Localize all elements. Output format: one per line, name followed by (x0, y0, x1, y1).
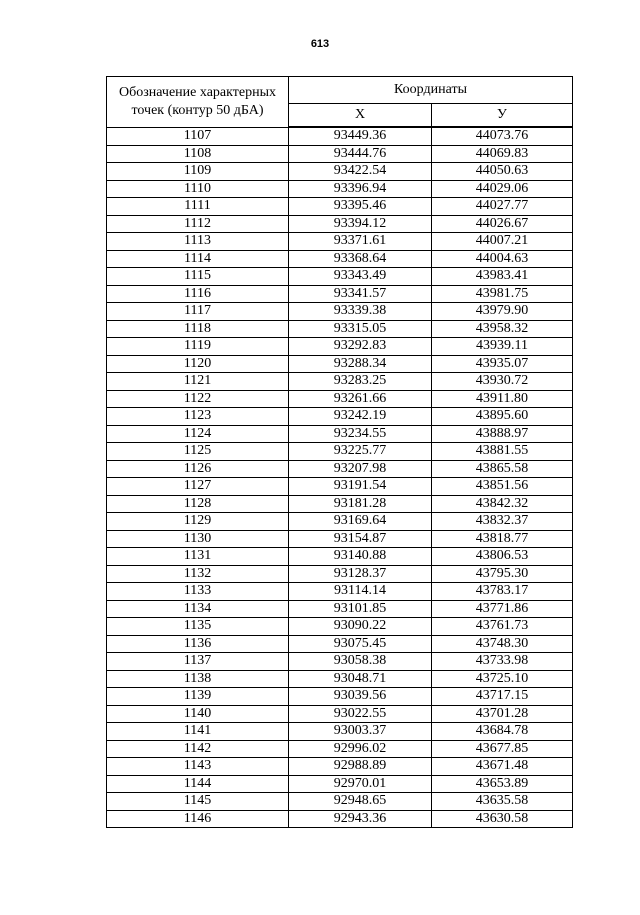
point-cell: 1140 (107, 705, 289, 723)
point-cell: 1112 (107, 215, 289, 233)
point-cell: 1143 (107, 758, 289, 776)
y-cell: 43865.58 (432, 460, 573, 478)
table-row (107, 740, 573, 758)
y-cell: 43725.10 (432, 670, 573, 688)
x-cell: 93039.56 (289, 688, 432, 706)
y-cell: 43671.48 (432, 758, 573, 776)
table-row (107, 478, 573, 496)
point-cell: 1113 (107, 233, 289, 251)
x-cell: 93101.85 (289, 600, 432, 618)
x-cell: 93343.49 (289, 268, 432, 286)
table-row (107, 215, 573, 233)
point-cell: 1144 (107, 775, 289, 793)
x-cell: 92970.01 (289, 775, 432, 793)
y-cell: 43935.07 (432, 355, 573, 373)
point-cell: 1141 (107, 723, 289, 741)
x-cell: 93181.28 (289, 495, 432, 513)
y-cell: 43771.86 (432, 600, 573, 618)
x-cell: 93003.37 (289, 723, 432, 741)
point-cell: 1109 (107, 163, 289, 181)
point-cell: 1114 (107, 250, 289, 268)
x-cell: 93368.64 (289, 250, 432, 268)
x-cell: 93395.46 (289, 198, 432, 216)
x-cell: 93422.54 (289, 163, 432, 181)
y-cell: 43630.58 (432, 810, 573, 828)
y-cell: 43795.30 (432, 565, 573, 583)
x-cell: 93022.55 (289, 705, 432, 723)
y-cell: 43911.80 (432, 390, 573, 408)
x-cell: 92996.02 (289, 740, 432, 758)
table-row (107, 793, 573, 811)
table-row (107, 618, 573, 636)
header-x: X (289, 104, 432, 128)
y-cell: 44029.06 (432, 180, 573, 198)
y-cell: 43981.75 (432, 285, 573, 303)
table-row (107, 600, 573, 618)
table-row (107, 198, 573, 216)
point-cell: 1128 (107, 495, 289, 513)
point-cell: 1125 (107, 443, 289, 461)
point-cell: 1119 (107, 338, 289, 356)
table-row (107, 163, 573, 181)
point-cell: 1134 (107, 600, 289, 618)
x-cell: 92988.89 (289, 758, 432, 776)
x-cell: 93090.22 (289, 618, 432, 636)
x-cell: 92943.36 (289, 810, 432, 828)
point-cell: 1115 (107, 268, 289, 286)
table-row (107, 338, 573, 356)
x-cell: 93154.87 (289, 530, 432, 548)
point-cell: 1135 (107, 618, 289, 636)
table-row (107, 635, 573, 653)
table-row (107, 390, 573, 408)
x-cell: 92948.65 (289, 793, 432, 811)
y-cell: 44026.67 (432, 215, 573, 233)
y-cell: 43888.97 (432, 425, 573, 443)
table-row (107, 810, 573, 828)
table-row (107, 775, 573, 793)
table-row (107, 548, 573, 566)
x-cell: 93292.83 (289, 338, 432, 356)
table-row (107, 670, 573, 688)
y-cell: 43842.32 (432, 495, 573, 513)
y-cell: 43783.17 (432, 583, 573, 601)
y-cell: 43818.77 (432, 530, 573, 548)
y-cell: 43635.58 (432, 793, 573, 811)
y-cell: 44073.76 (432, 127, 573, 145)
y-cell: 43851.56 (432, 478, 573, 496)
table-row (107, 145, 573, 163)
point-cell: 1120 (107, 355, 289, 373)
table-row (107, 303, 573, 321)
y-cell: 43958.32 (432, 320, 573, 338)
x-cell: 93140.88 (289, 548, 432, 566)
x-cell: 93283.25 (289, 373, 432, 391)
y-cell: 44007.21 (432, 233, 573, 251)
table-row (107, 250, 573, 268)
table-row (107, 443, 573, 461)
x-cell: 93371.61 (289, 233, 432, 251)
point-cell: 1107 (107, 127, 289, 145)
y-cell: 43895.60 (432, 408, 573, 426)
table-row (107, 425, 573, 443)
point-cell: 1122 (107, 390, 289, 408)
point-cell: 1126 (107, 460, 289, 478)
table-row (107, 530, 573, 548)
y-cell: 43881.55 (432, 443, 573, 461)
table-row (107, 565, 573, 583)
table-row (107, 320, 573, 338)
y-cell: 44050.63 (432, 163, 573, 181)
x-cell: 93058.38 (289, 653, 432, 671)
x-cell: 93315.05 (289, 320, 432, 338)
point-cell: 1133 (107, 583, 289, 601)
x-cell: 93234.55 (289, 425, 432, 443)
y-cell: 43748.30 (432, 635, 573, 653)
y-cell: 43761.73 (432, 618, 573, 636)
point-cell: 1146 (107, 810, 289, 828)
point-cell: 1145 (107, 793, 289, 811)
table-row (107, 705, 573, 723)
point-cell: 1110 (107, 180, 289, 198)
table-row (107, 355, 573, 373)
point-cell: 1131 (107, 548, 289, 566)
y-cell: 44004.63 (432, 250, 573, 268)
x-cell: 93242.19 (289, 408, 432, 426)
y-cell: 43733.98 (432, 653, 573, 671)
table-row (107, 513, 573, 531)
x-cell: 93075.45 (289, 635, 432, 653)
header-point-designation: Обозначение характерных точек (контур 50 дБА) (107, 77, 289, 128)
x-cell: 93444.76 (289, 145, 432, 163)
table-row (107, 758, 573, 776)
point-cell: 1136 (107, 635, 289, 653)
x-cell: 93394.12 (289, 215, 432, 233)
table-row (107, 495, 573, 513)
table-row (107, 408, 573, 426)
x-cell: 93339.38 (289, 303, 432, 321)
coordinates-table (106, 76, 573, 828)
point-cell: 1111 (107, 198, 289, 216)
table-row (107, 583, 573, 601)
x-cell: 93341.57 (289, 285, 432, 303)
point-cell: 1130 (107, 530, 289, 548)
x-cell: 93261.66 (289, 390, 432, 408)
header-y: У (432, 104, 573, 128)
page-number: 613 (310, 38, 330, 50)
table-row (107, 180, 573, 198)
table-body (107, 127, 573, 828)
x-cell: 93191.54 (289, 478, 432, 496)
x-cell: 93225.77 (289, 443, 432, 461)
table-row (107, 460, 573, 478)
header-coordinates: Координаты (289, 77, 573, 104)
table-row (107, 653, 573, 671)
x-cell: 93114.14 (289, 583, 432, 601)
point-cell: 1108 (107, 145, 289, 163)
point-cell: 1139 (107, 688, 289, 706)
y-cell: 43717.15 (432, 688, 573, 706)
y-cell: 44069.83 (432, 145, 573, 163)
x-cell: 93048.71 (289, 670, 432, 688)
x-cell: 93396.94 (289, 180, 432, 198)
point-cell: 1118 (107, 320, 289, 338)
table-row (107, 268, 573, 286)
table-row (107, 688, 573, 706)
x-cell: 93449.36 (289, 127, 432, 145)
table-header (107, 77, 573, 128)
y-cell: 43983.41 (432, 268, 573, 286)
point-cell: 1123 (107, 408, 289, 426)
x-cell: 93128.37 (289, 565, 432, 583)
point-cell: 1121 (107, 373, 289, 391)
table-row (107, 233, 573, 251)
y-cell: 43653.89 (432, 775, 573, 793)
y-cell: 44027.77 (432, 198, 573, 216)
x-cell: 93207.98 (289, 460, 432, 478)
y-cell: 43684.78 (432, 723, 573, 741)
y-cell: 43939.11 (432, 338, 573, 356)
y-cell: 43677.85 (432, 740, 573, 758)
x-cell: 93288.34 (289, 355, 432, 373)
point-cell: 1127 (107, 478, 289, 496)
point-cell: 1117 (107, 303, 289, 321)
y-cell: 43701.28 (432, 705, 573, 723)
table-row (107, 127, 573, 145)
y-cell: 43806.53 (432, 548, 573, 566)
table-row (107, 373, 573, 391)
point-cell: 1116 (107, 285, 289, 303)
table-row (107, 285, 573, 303)
point-cell: 1142 (107, 740, 289, 758)
point-cell: 1124 (107, 425, 289, 443)
point-cell: 1137 (107, 653, 289, 671)
point-cell: 1129 (107, 513, 289, 531)
point-cell: 1138 (107, 670, 289, 688)
y-cell: 43832.37 (432, 513, 573, 531)
y-cell: 43979.90 (432, 303, 573, 321)
point-cell: 1132 (107, 565, 289, 583)
y-cell: 43930.72 (432, 373, 573, 391)
table-row (107, 723, 573, 741)
x-cell: 93169.64 (289, 513, 432, 531)
